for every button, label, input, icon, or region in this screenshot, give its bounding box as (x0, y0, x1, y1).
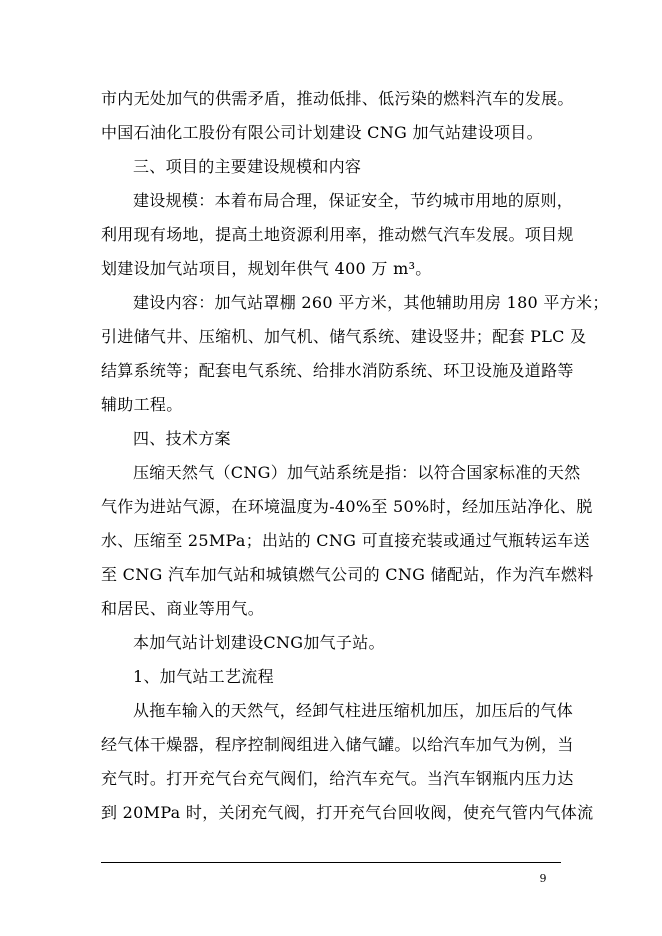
text-line: 利用现有场地，提高土地资源利用率，推动燃气汽车发展。项目规 (101, 225, 574, 244)
text-line: 和居民、商业等用气。 (101, 599, 265, 618)
footer-rule (101, 862, 561, 863)
text-line: 经气体干燥器，程序控制阀组进入储气罐。以给汽车加气为例，当 (101, 735, 574, 754)
text-line: 市内无处加气的供需矛盾，推动低排、低污染的燃料汽车的发展。 (101, 89, 574, 108)
text-line: 气作为进站气源，在环境温度为-40%至 50%时，经加压站净化、脱 (101, 497, 593, 516)
text-line: 到 20MPa 时，关闭充气阀，打开充气台回收阀，使充气管内气体流 (101, 803, 594, 822)
text-line: 结算系统等；配套电气系统、给排水消防系统、环卫设施及道路等 (101, 361, 574, 380)
text-line: 水、压缩至 25MPa；出站的 CNG 可直接充装或通过气瓶转运车送 (101, 531, 590, 550)
text-line: 本加气站计划建设CNG加气子站。 (133, 633, 385, 652)
text-line: 建设内容：加气站罩棚 260 平方米，其他辅助用房 180 平方米； (133, 293, 609, 312)
text-line: 充气时。打开充气台充气阀们，给汽车充气。当汽车钢瓶内压力达 (101, 769, 574, 788)
text-line: 划建设加气站项目，规划年供气 400 万 m³。 (101, 259, 432, 278)
section-heading: 三、项目的主要建设规模和内容 (133, 157, 362, 176)
text-line: 至 CNG 汽车加气站和城镇燃气公司的 CNG 储配站，作为汽车燃料 (101, 565, 594, 584)
text-line: 中国石油化工股份有限公司计划建设 CNG 加气站建设项目。 (101, 123, 543, 142)
text-line: 辅助工程。 (101, 395, 183, 414)
page-number: 9 (539, 872, 547, 885)
subsection-heading: 1、加气站工艺流程 (133, 667, 274, 686)
section-heading: 四、技术方案 (133, 429, 231, 448)
text-line: 从拖车输入的天然气，经卸气柱进压缩机加压，加压后的气体 (133, 701, 574, 720)
text-line: 建设规模：本着布局合理，保证安全，节约城市用地的原则， (133, 191, 574, 210)
text-line: 引进储气井、压缩机、加气机、储气系统、建设竖井；配套 PLC 及 (101, 327, 587, 346)
text-line: 压缩天然气（CNG）加气站系统是指：以符合国家标准的天然 (133, 463, 581, 482)
